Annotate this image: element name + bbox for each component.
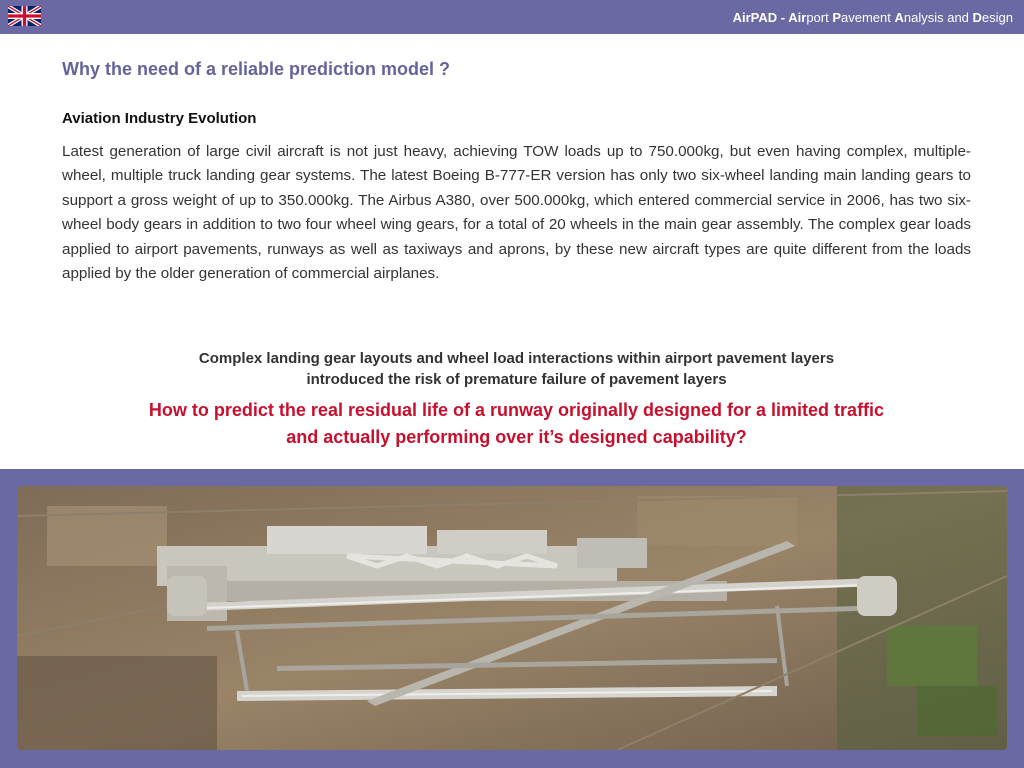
key-question (62, 397, 971, 451)
airport-aerial-photo (17, 486, 1007, 750)
header-bar (0, 0, 1024, 34)
section-heading: Aviation Industry Evolution (62, 110, 257, 127)
callout-line-2: introduced the risk of premature failure of pavement layers (306, 371, 727, 388)
callout-line-1: Complex landing gear layouts and wheel load interactions within airport pavement layers (198, 350, 835, 367)
brand-title: AirPAD - Airport Pavement Analysis and Design (732, 10, 1013, 25)
airport-aerial-image (17, 486, 1007, 750)
question-line-1: How to predict the real residual life of a runway originally designed for a limited traffic (148, 400, 885, 420)
callout-text (62, 348, 971, 390)
body-paragraph: Latest generation of large civil aircraft is not just heavy, achieving TOW loads up to 750.000kg, but even having complex, multiple-wheel, multiple truck landing gear systems. The latest Boeing B-777-ER version has only two six-wheel landing main landing gears to support a gross weight of up to 350.000kg. The Airbus A380, over 500.000kg, which entered commercial service in 2006, has two six-wheel body gears in addition to two four wheel wing gears, for a total of 20 wheels in the main gear assembly. The complex gear loads applied to airport pavements, runways as well as taxiways and aprons, by these new aircraft types are quite different from the loads applied by the older generation of commercial airplanes. (62, 143, 971, 283)
question-line-2: and actually performing over it’s designed capability? (286, 427, 747, 447)
uk-flag-icon[interactable] (8, 6, 41, 26)
photo-frame (0, 469, 1024, 768)
page-title: Why the need of a reliable prediction model ? (62, 59, 451, 79)
